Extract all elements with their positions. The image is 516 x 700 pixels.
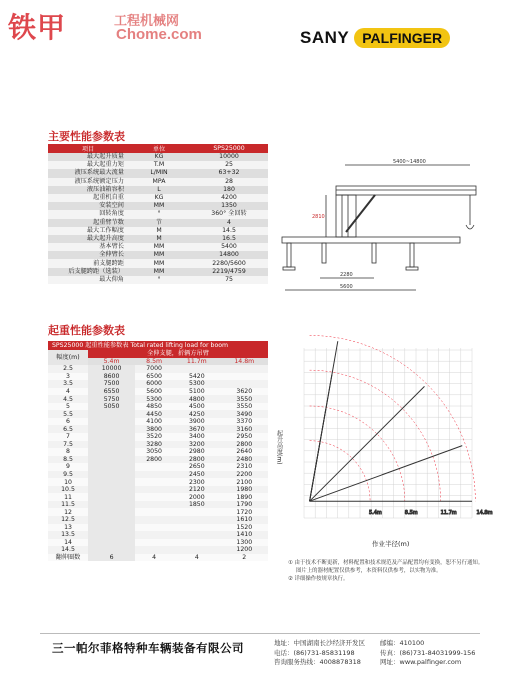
load-cell: 7500 xyxy=(88,380,135,388)
load-cell: 9 xyxy=(48,463,88,471)
load-cell: 1200 xyxy=(221,546,268,554)
spec-cell: 1350 xyxy=(190,202,268,210)
load-cell: 7.5 xyxy=(48,441,88,449)
load-cell: 3400 xyxy=(173,433,220,441)
load-cell: 2800 xyxy=(135,456,173,464)
load-cell: 3490 xyxy=(221,410,268,418)
load-group-header: 全伸支腿，折辆方吊臂 xyxy=(88,350,268,358)
boom-length-label: 11.7m xyxy=(440,510,457,516)
range-grid xyxy=(304,348,472,518)
palfinger-logo: PALFINGER xyxy=(354,28,450,48)
website[interactable]: 网址：www.palfinger.com xyxy=(380,658,462,666)
load-column-header: 8.5m xyxy=(135,358,173,366)
spec-cell: 回转角度 xyxy=(48,210,128,218)
load-cell: 8600 xyxy=(88,373,135,381)
spec-cell: MM xyxy=(128,251,190,259)
address: 地址：中国湖南长沙经济开发区 xyxy=(274,639,365,647)
load-cell: 4500 xyxy=(173,403,220,411)
spec-cell: T.M xyxy=(128,161,190,169)
load-cell: 4.5 xyxy=(48,395,88,403)
load-cell: 2200 xyxy=(221,471,268,479)
spec-cell: 节 xyxy=(128,219,190,227)
spec-header-cell: 单位 xyxy=(128,144,190,153)
load-cell: 12 xyxy=(48,508,88,516)
spec-cell: 全伸臂长 xyxy=(48,251,128,259)
working-range-chart xyxy=(275,340,493,555)
spec-cell: 液压油箱容积 xyxy=(48,186,128,194)
load-column-header: 5.4m xyxy=(88,358,135,366)
spec-cell: MM xyxy=(128,202,190,210)
load-cell: 6000 xyxy=(135,380,173,388)
load-cell: 2100 xyxy=(221,478,268,486)
load-cell: 2000 xyxy=(173,493,220,501)
load-cell: 3670 xyxy=(173,425,220,433)
load-cell: 6 xyxy=(88,554,135,562)
load-row-header: 幅度(m) xyxy=(48,350,88,365)
load-cell: 5.5 xyxy=(48,410,88,418)
load-cell: 2450 xyxy=(173,471,220,479)
spec-cell: KG xyxy=(128,194,190,202)
spec-cell: 14800 xyxy=(190,251,268,259)
spec-cell: 14.5 xyxy=(190,227,268,235)
load-cell: 5100 xyxy=(173,388,220,396)
boom-length-label: 8.5m xyxy=(404,510,418,516)
spec-cell: 2280/5600 xyxy=(190,259,268,267)
load-cell: 4450 xyxy=(135,410,173,418)
load-title: 起重性能参数表 xyxy=(48,324,125,337)
spec-cell: 360° 全回转 xyxy=(190,210,268,218)
spec-cell: 25 xyxy=(190,161,268,169)
load-cell: 10000 xyxy=(88,365,135,373)
watermark-site-en: Chome.com xyxy=(116,26,202,43)
spec-cell: 10000 xyxy=(190,153,268,161)
load-cell: 2980 xyxy=(173,448,220,456)
load-cell: 4250 xyxy=(173,410,220,418)
base-frame xyxy=(282,237,460,243)
load-cell: 1300 xyxy=(221,539,268,547)
cylinder xyxy=(346,195,375,232)
spec-cell: MM xyxy=(128,243,190,251)
note-1b: 图片上的器材配置仅供参考，本资料仅供参考，以实物为准。 xyxy=(296,568,442,574)
load-cell: 13 xyxy=(48,524,88,532)
chart-ylabel: 起升高度(m) xyxy=(275,430,283,465)
load-cell: 3200 xyxy=(173,441,220,449)
load-cell: 14 xyxy=(48,539,88,547)
spec-cell: 16.5 xyxy=(190,235,268,243)
load-cell: 6.5 xyxy=(48,425,88,433)
spec-title: 主要性能参数表 xyxy=(48,130,125,143)
load-cell: 9.5 xyxy=(48,471,88,479)
load-cell: 3370 xyxy=(221,418,268,426)
spec-cell: 5400 xyxy=(190,243,268,251)
spec-cell: L/MIN xyxy=(128,169,190,177)
dim-top-label: 5400~14800 xyxy=(393,159,426,165)
hook-icon xyxy=(466,225,474,229)
spec-cell: ° xyxy=(128,210,190,218)
load-cell: 8.5 xyxy=(48,456,88,464)
spec-cell: MM xyxy=(128,268,190,276)
spec-cell: 基本臂长 xyxy=(48,243,128,251)
load-cell: 2 xyxy=(221,554,268,562)
load-cell: 12.5 xyxy=(48,516,88,524)
notes xyxy=(288,559,498,583)
load-cell: 2640 xyxy=(221,448,268,456)
spec-cell: 75 xyxy=(190,276,268,284)
load-cell: 7000 xyxy=(135,365,173,373)
contact-right xyxy=(380,639,475,668)
load-cell: 1410 xyxy=(221,531,268,539)
load-cell: 5050 xyxy=(88,403,135,411)
load-cell: 10.5 xyxy=(48,486,88,494)
spec-cell: 前支腿跨距 xyxy=(48,259,128,267)
spec-cell: 最大工作幅度 xyxy=(48,227,128,235)
spec-cell: 安装空间 xyxy=(48,202,128,210)
contact-left xyxy=(274,639,365,668)
load-cell: 4100 xyxy=(135,418,173,426)
load-cell: 7 xyxy=(48,433,88,441)
load-cell: 3550 xyxy=(221,403,268,411)
chart-xlabel: 作业半径(m) xyxy=(372,540,410,548)
load-cell: 2650 xyxy=(173,463,220,471)
load-cell: 5600 xyxy=(135,388,173,396)
boom-line xyxy=(310,446,463,502)
load-cell: 3620 xyxy=(221,388,268,396)
sany-logo: SANY xyxy=(300,28,350,47)
dim-span2-label: 5600 xyxy=(340,284,353,290)
spec-cell: 液压系统额定压力 xyxy=(48,178,128,186)
load-cell: 2800 xyxy=(173,456,220,464)
spec-cell: 2219/4759 xyxy=(190,268,268,276)
spec-cell: MM xyxy=(128,259,190,267)
load-caption: SPS25000 起重性能参数表 Total rated lifting load for boom xyxy=(48,341,268,350)
load-cell: 5750 xyxy=(88,395,135,403)
load-cell: 3520 xyxy=(135,433,173,441)
load-cell: 6500 xyxy=(135,373,173,381)
load-cell: 1790 xyxy=(221,501,268,509)
spec-cell: 最大仰角 xyxy=(48,276,128,284)
load-cell: 1890 xyxy=(221,493,268,501)
spec-cell: 后支腿跨距（选装） xyxy=(48,268,128,276)
load-cell: 3280 xyxy=(135,441,173,449)
spec-header-cell: SPS25000 xyxy=(190,144,268,153)
fax: 传真：(86)731-84031999-156 xyxy=(380,648,476,657)
load-cell: 3160 xyxy=(221,425,268,433)
spec-cell: 最大起升质量 xyxy=(48,153,128,161)
load-cell: 2300 xyxy=(173,478,220,486)
load-cell: 4 xyxy=(173,554,220,562)
phone: 电话：(86)731-85831198 xyxy=(274,648,355,657)
spec-cell: M xyxy=(128,235,190,243)
load-column-header: 14.8m xyxy=(221,358,268,366)
postcode: 邮编：410100 xyxy=(380,639,425,647)
load-cell: 8 xyxy=(48,448,88,456)
spec-cell: ° xyxy=(128,276,190,284)
load-cell: 3.5 xyxy=(48,380,88,388)
boom-length-label: 14.8m xyxy=(476,510,493,516)
boom-positions xyxy=(310,341,493,516)
spec-cell: 4200 xyxy=(190,194,268,202)
spec-cell: MPA xyxy=(128,178,190,186)
load-cell: 2950 xyxy=(221,433,268,441)
load-cell: 3050 xyxy=(135,448,173,456)
watermark-brand: 铁甲 xyxy=(8,12,67,43)
load-cell: 3900 xyxy=(173,418,220,426)
spec-header-cell: 项目 xyxy=(48,144,128,153)
spec-cell: 4 xyxy=(190,219,268,227)
load-cell: 2120 xyxy=(173,486,220,494)
boom-length-label: 5.4m xyxy=(368,510,382,516)
spec-cell: 最大起升高度 xyxy=(48,235,128,243)
load-cell: 5420 xyxy=(173,373,220,381)
load-cell: 1610 xyxy=(221,516,268,524)
load-cell: 14.5 xyxy=(48,546,88,554)
dim-height-label: 2810 xyxy=(312,214,325,220)
spec-cell: 63+32 xyxy=(190,169,268,177)
load-cell: 4800 xyxy=(173,395,220,403)
load-cell: 5 xyxy=(48,403,88,411)
load-cell: 11.5 xyxy=(48,501,88,509)
spec-cell: M xyxy=(128,227,190,235)
load-cell: 2310 xyxy=(221,463,268,471)
spec-cell: 28 xyxy=(190,178,268,186)
hotline: 咨询服务热线：4008878318 xyxy=(274,658,361,666)
load-cell: 1720 xyxy=(221,508,268,516)
spec-cell: 起重臂节数 xyxy=(48,219,128,227)
footer-divider xyxy=(40,633,480,634)
dim-span1-label: 2280 xyxy=(340,272,353,278)
boom xyxy=(336,186,476,195)
load-cell: 5300 xyxy=(135,395,173,403)
load-cell: 翻伸圈数 xyxy=(48,554,88,562)
load-cell: 5300 xyxy=(173,380,220,388)
load-cell: 1850 xyxy=(173,501,220,509)
spec-cell: 最大起重力矩 xyxy=(48,161,128,169)
company-name: 三一帕尔菲格特种车辆装备有限公司 xyxy=(52,641,244,655)
load-cell: 6550 xyxy=(88,388,135,396)
load-cell: 3800 xyxy=(135,425,173,433)
load-cell: 10 xyxy=(48,478,88,486)
load-cell: 4 xyxy=(135,554,173,562)
note-1: ① 由于技术不断更新，材料配置和技术规范及产品配置均有变换，恕不另行通知。 xyxy=(288,560,484,566)
note-2: ② 详细操作按规章执行。 xyxy=(288,576,349,582)
load-cell: 2800 xyxy=(221,441,268,449)
spec-cell: KG xyxy=(128,153,190,161)
load-cell: 2.5 xyxy=(48,365,88,373)
load-cell: 4 xyxy=(48,388,88,396)
spec-cell: L xyxy=(128,186,190,194)
spec-cell: 液压系统最大流量 xyxy=(48,169,128,177)
load-cell: 1520 xyxy=(221,524,268,532)
load-cell: 6 xyxy=(48,418,88,426)
load-cell: 4850 xyxy=(135,403,173,411)
load-cell: 3 xyxy=(48,373,88,381)
spec-cell: 180 xyxy=(190,186,268,194)
load-cell: 3550 xyxy=(221,395,268,403)
load-column-header: 11.7m xyxy=(173,358,220,366)
load-cell: 2480 xyxy=(221,456,268,464)
watermark-site-cn: 工程机械网 xyxy=(114,13,180,28)
load-cell: 11 xyxy=(48,493,88,501)
load-cell: 13.5 xyxy=(48,531,88,539)
spec-cell: 起重机自重 xyxy=(48,194,128,202)
load-cell: 1980 xyxy=(221,486,268,494)
